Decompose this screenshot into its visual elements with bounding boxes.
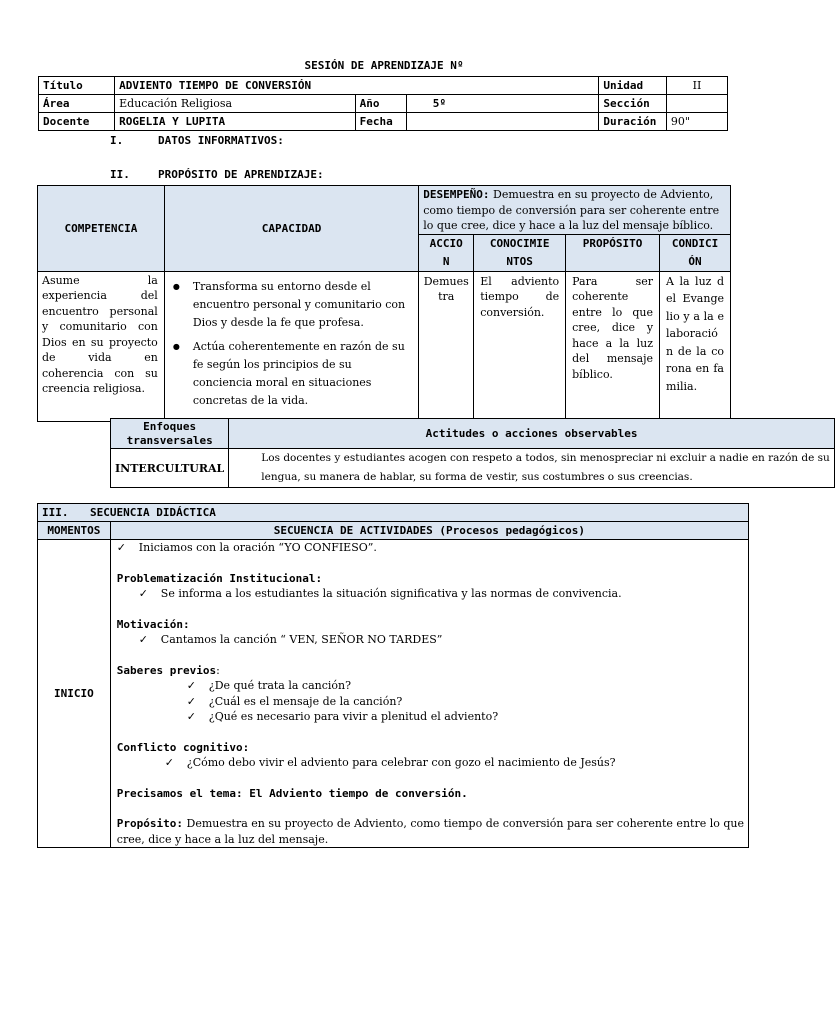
duracion-label: Duración [599,113,667,131]
anio-label: Año [355,95,406,113]
capacidades-list [169,278,414,410]
capacidad-item: ● Actúa coherentemente en razón de su fe según los principios de su conciencia moral en situaciones concretas de la vida. [193,338,414,410]
fecha-label: Fecha [355,113,406,131]
saberes-heading [117,663,744,679]
oracion-item [117,540,744,556]
section-2-heading [110,168,324,181]
titulo-label: Título [39,77,115,95]
saberes-text: ¿Cuál es el mensaje de la canción? [208,694,403,708]
proposito-text-1: Demuestra en su proyecto de Adviento, como tiempo de conversión para ser coherente entre lo que [183,817,744,830]
desempeno-label: DESEMPEÑO: [423,188,490,201]
problematizacion-label: Problematización Institucional: [116,571,323,585]
enfoques-header-line-2: transversales [126,433,213,447]
section-3-title: SECUENCIA DIDÁCTICA [90,506,216,519]
capacidad-header: CAPACIDAD [164,186,418,272]
saberes-colon: : [216,663,220,677]
precisamos-tema: Precisamos el tema: El Adviento tiempo de conversión. [116,786,468,800]
area-value: Educación Religiosa [115,95,355,113]
momentos-header: MOMENTOS [38,522,111,540]
enfoques-table [110,418,835,488]
accion-header-line-1: ACCIO [429,236,463,250]
conocimientos-header-line-1: CONOCIMIE [489,236,550,250]
conflicto-item [117,755,744,771]
condicion-header [660,234,731,271]
competencia-text: Asume la experiencia del encuentro personal y comunitario con Dios en su proyecto de vida en coherencia con su creencia religiosa. [38,271,165,421]
proposito-text: Para ser coherente entre lo que cree, dice y hace a la luz del mensaje bíblico. [566,271,660,421]
section-1-number: I. [110,134,124,147]
section-3-heading [38,504,749,522]
secuencia-table [37,503,749,848]
section-1-title: DATOS INFORMATIVOS: [158,134,284,147]
conflicto-label: Conflicto cognitivo: [116,740,250,754]
motivacion-text: Cantamos la canción “ VEN, SEÑOR NO TARDES” [160,633,443,646]
enfoques-header [111,419,229,449]
motivacion-label: Motivación: [116,617,190,631]
check-icon: ✓ [138,633,149,646]
actividades-cell [110,540,748,848]
conocimientos-text: El adviento tiempo de conversión. [474,271,566,421]
unidad-label: Unidad [599,77,667,95]
conflicto-text: ¿Cómo debo vivir el adviento para celebrar con gozo el nacimiento de Jesús? [186,756,616,769]
section-2-number: II. [110,168,130,181]
saberes-item [117,678,744,694]
actividades-header: SECUENCIA DE ACTIVIDADES (Procesos pedagógicos) [110,522,748,540]
check-icon: ✓ [164,756,175,769]
check-icon: ✓ [186,679,197,692]
titulo-value: ADVIENTO TIEMPO DE CONVERSIÓN [115,77,599,95]
check-icon: ✓ [138,587,149,600]
competencia-header: COMPETENCIA [38,186,165,272]
seccion-label: Sección [599,95,667,113]
conocimientos-header-line-2: NTOS [506,254,533,268]
proposito-label: Propósito: [116,817,184,830]
condicion-header-line-1: CONDICI [671,236,719,250]
proposito-line-1 [117,816,744,832]
capacidad-item: ● Transforma su entorno desde el encuentro personal y comunitario con Dios y desde la fe que profesa. [193,278,414,332]
docente-label: Docente [39,113,115,131]
actitudes-header: Actitudes o acciones observables [229,419,835,449]
section-2-title: PROPÓSITO DE APRENDIZAJE: [158,168,324,181]
saberes-item [117,709,744,725]
actitud-line-1: Los docentes y estudiantes acogen con respeto a todos, sin menospreciar ni excluir a nadie en razón de su [261,452,830,464]
seccion-value [666,95,727,113]
conocimientos-header [474,234,566,271]
duracion-value: 90" [666,113,727,131]
actitud-cell [229,449,835,488]
docente-value: ROGELIA Y LUPITA [115,113,355,131]
proposito-line-2: cree, dice y hace a la luz del mensaje. [116,832,329,846]
problematizacion-item [117,586,744,602]
header-table [38,76,728,131]
condicion-text: A la luz del Evangelio y a la elaboración de la corona en familia. [660,271,731,421]
enfoque-name: INTERCULTURAL [111,449,229,488]
unidad-value: II [666,77,727,95]
section-1-heading [110,134,284,147]
anio-value: 5º [406,95,599,113]
oracion-text: Iniciamos con la oración “YO CONFIESO”. [138,541,377,554]
document-title: SESIÓN DE APRENDIZAJE Nº [304,59,464,72]
motivacion-item [117,632,744,648]
accion-header [419,234,474,271]
saberes-label: Saberes previos [116,663,217,677]
section-3-number: III. [42,506,69,519]
momento-inicio: INICIO [38,540,111,848]
condicion-header-line-2: ÓN [688,254,702,268]
saberes-item [117,694,744,710]
actitud-line-2: lengua, su manera de hablar, su forma de vestir, sus costumbres o sus creencias. [261,471,693,483]
desempeno-text: Demuestra en su proyecto de Adviento, como tiempo de conversión para ser coherente entre lo que cree, dice y hace a la luz del mensaje bíblico. [423,188,720,232]
check-icon: ✓ [186,694,197,708]
capacidades-cell [164,271,418,421]
purpose-table [37,185,731,422]
fecha-value [406,113,599,131]
check-icon: ✓ [116,541,127,554]
accion-header-line-2: N [442,254,450,268]
area-label: Área [39,95,115,113]
desempeno-cell [419,186,731,235]
check-icon: ✓ [186,710,197,723]
saberes-text: ¿Qué es necesario para vivir a plenitud el adviento? [208,710,499,723]
saberes-text: ¿De qué trata la canción? [208,679,352,692]
proposito-header: PROPÓSITO [566,234,660,271]
accion-text: Demuestra [419,271,474,421]
enfoques-header-line-1: Enfoques [143,419,197,433]
problematizacion-text: Se informa a los estudiantes la situación significativa y las normas de convivencia. [160,587,622,600]
